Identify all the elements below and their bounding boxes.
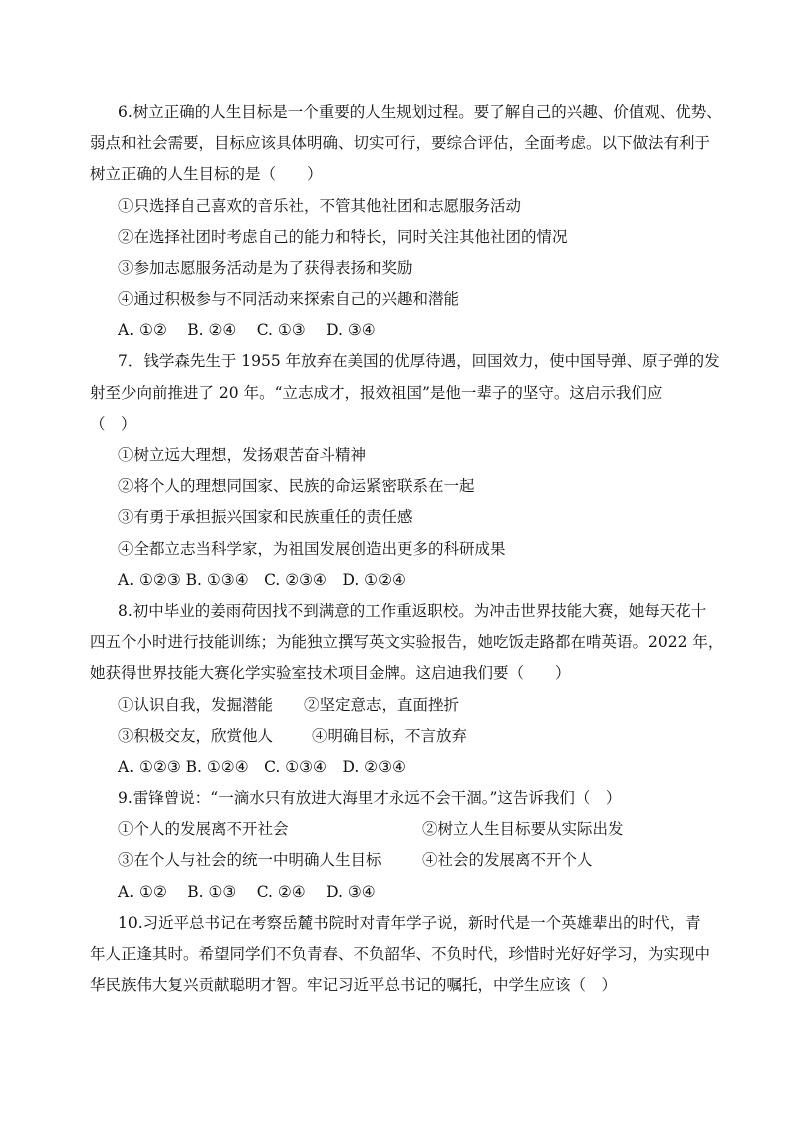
q7-stem-line-3: （ ） <box>90 415 137 433</box>
q8-choices: A. ①②③ B. ①②④ C. ①③④ D. ②③④ <box>118 758 406 776</box>
q7-option-1: ①树立远大理想，发扬艰苦奋斗精神 <box>118 446 367 464</box>
q8-stem-line-3: 她获得世界技能大赛化学实验室技术项目金牌。这启迪我们要（ ） <box>90 664 571 682</box>
q10-stem-line-1: 10.习近平总书记在考察岳麓书院时对青年学子说，新时代是一个英雄辈出的时代，青 <box>118 914 701 932</box>
q7-option-3: ③有勇于承担振兴国家和民族重任的责任感 <box>118 508 413 526</box>
q7-option-4: ④全都立志当科学家，为祖国发展创造出更多的科研成果 <box>118 540 506 558</box>
q8-option-row-1 <box>118 695 598 715</box>
q10-stem-line-3: 华民族伟大复兴贡献聪明才智。牢记习近平总书记的嘱托，中学生应该（ ） <box>90 976 618 994</box>
q9-stem-line-1: 9.雷锋曾说：“一滴水只有放进大海里才永远不会干涸。”这告诉我们（ ） <box>118 789 622 807</box>
q9-choices: A. ①② B. ①③ C. ②④ D. ③④ <box>118 883 376 901</box>
q7-choices: A. ①②③ B. ①③④ C. ②③④ D. ①②④ <box>118 571 406 589</box>
q6-option-1: ①只选择自己喜欢的音乐社，不管其他社团和志愿服务活动 <box>118 197 522 215</box>
q9-option-row-2 <box>118 850 678 870</box>
q8-stem-line-2: 四五个小时进行技能训练；为能独立撰写英文实验报告，她吃饭走路都在啃英语。2022 年， <box>90 633 724 651</box>
q9-option-row-1 <box>118 819 678 839</box>
q7-stem-line-1: 7．钱学森先生于 1955 年放弃在美国的优厚待遇，回国效力，使中国导弹、原子弹的发 <box>118 352 720 370</box>
q6-stem-line-3: 树立正确的人生目标的是（ ） <box>90 165 323 183</box>
q6-option-2: ②在选择社团时考虑自己的能力和特长，同时关注其他社团的情况 <box>118 228 568 246</box>
q8-option-row-2 <box>118 726 598 746</box>
q6-option-4: ④通过积极参与不同活动来探索自己的兴趣和潜能 <box>118 290 460 308</box>
q7-stem-line-2: 射至少向前推进了 20 年。“立志成才，报效祖国”是他一辈子的坚守。这启示我们应 <box>90 384 663 402</box>
q6-stem-line-1: 6.树立正确的人生目标是一个重要的人生规划过程。要了解自己的兴趣、价值观、优势、 <box>118 103 722 121</box>
q10-stem-line-2: 年人正逢其时。希望同学们不负青春、不负韶华、不负时代，珍惜时光好好学习，为实现中 <box>90 945 711 963</box>
q6-option-3: ③参加志愿服务活动是为了获得表扬和奖励 <box>118 259 413 277</box>
q7-option-2: ②将个人的理想同国家、民族的命运紧密联系在一起 <box>118 477 475 495</box>
q8-option-4: ④明确目标，不言放弃 <box>312 727 468 745</box>
q8-stem-line-1: 8.初中毕业的姜雨荷因找不到满意的工作重返职校。为冲击世界技能大赛，她每天花十 <box>118 602 707 620</box>
q9-option-1: ①个人的发展离不开社会 <box>118 820 289 838</box>
q6-choices: A. ①② B. ②④ C. ①③ D. ③④ <box>118 321 376 339</box>
q8-option-1: ①认识自我，发掘潜能 <box>118 696 274 714</box>
q8-option-3: ③积极交友，欣赏他人 <box>118 727 274 745</box>
q9-option-3: ③在个人与社会的统一中明确人生目标 <box>118 851 382 869</box>
q9-option-2: ②树立人生目标要从实际出发 <box>422 820 624 838</box>
q8-option-2: ②坚定意志，直面挫折 <box>304 696 460 714</box>
q6-stem-line-2: 弱点和社会需要，目标应该具体明确、切实可行，要综合评估，全面考虑。以下做法有利于 <box>90 134 711 152</box>
q9-option-4: ④社会的发展离不开个人 <box>422 851 593 869</box>
